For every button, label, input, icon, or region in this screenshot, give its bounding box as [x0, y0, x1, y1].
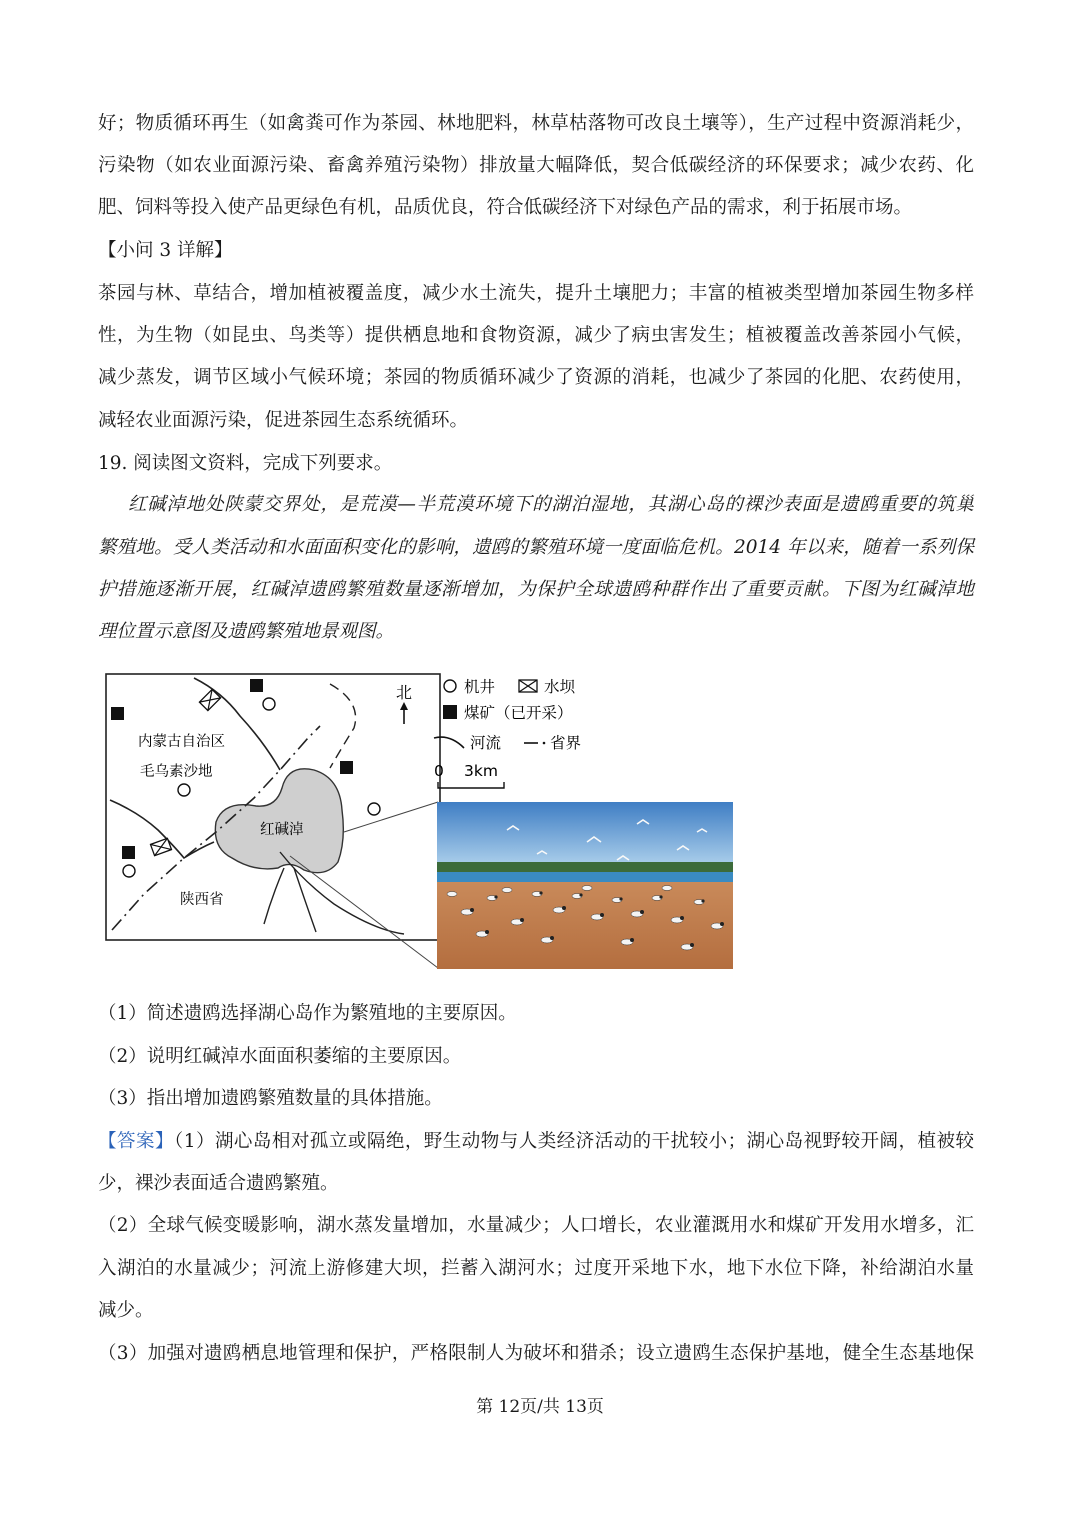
north-arrow-head-icon [400, 702, 408, 710]
answer-text: （1）湖心岛相对孤立或隔绝，野生动物与人类经济活动的干扰较小；湖心岛视野较开阔，植被较 [173, 1131, 974, 1152]
sub-question-3: （3）指出增加遗鸥繁殖数量的具体措施。 [98, 1088, 443, 1109]
mine-marker [250, 679, 263, 692]
answer-line-1 [98, 1130, 974, 1154]
label-inner-mongolia: 内蒙古自治区 [138, 734, 225, 750]
legend-mine-label: 煤矿（已开采） [464, 704, 573, 722]
material-line: 护措施逐渐开展，红碱淖遗鸥繁殖数量逐渐增加，为保护全球遗鸥种群作出了重要贡献。下图为红碱淖地 [98, 579, 974, 600]
sub-question-1: （1）简述遗鸥选择湖心岛作为繁殖地的主要原因。 [98, 1003, 517, 1024]
well-marker [123, 865, 135, 877]
label-shaanxi: 陕西省 [180, 892, 224, 908]
sub-question-2: （2）说明红碱淖水面面积萎缩的主要原因。 [98, 1046, 462, 1067]
material-line: 红碱淖地处陕蒙交界处，是荒漠—半荒漠环境下的湖泊湿地，其湖心岛的裸沙表面是遗鸥重要的筑巢 [128, 494, 974, 515]
river-4 [294, 868, 316, 932]
paragraph-line: 性，为生物（如昆虫、鸟类等）提供栖息地和食物资源，减少了病虫害发生；植被覆盖改善茶园小气候， [98, 325, 974, 346]
paragraph-line: 肥、饲料等投入使产品更绿色有机，品质优良，符合低碳经济下对绿色产品的需求，利于拓展市场。 [98, 197, 913, 218]
well-marker [368, 803, 380, 815]
legend-mine-icon [443, 705, 457, 719]
north-label: 北 [396, 683, 413, 702]
lake-shape [215, 769, 343, 873]
page-footer: 第 12页/共 13页 [476, 1397, 604, 1417]
label-mu-us: 毛乌素沙地 [140, 764, 213, 780]
answer-label: 【答案】 [98, 1131, 174, 1152]
mine-marker [122, 846, 135, 859]
answer-line: 减少。 [98, 1300, 154, 1321]
label-lake: 红碱淖 [260, 822, 304, 838]
legend-well-icon [444, 680, 456, 692]
mine-marker [340, 761, 353, 774]
dam-marker [150, 838, 171, 855]
well-marker [263, 698, 275, 710]
river-5 [264, 868, 284, 924]
connector-line [290, 856, 438, 968]
legend-river-icon [434, 737, 464, 748]
section-heading: 【小问 3 详解】 [98, 240, 233, 261]
legend-river-label: 河流 [470, 734, 502, 752]
legend-dam-icon [519, 680, 537, 692]
paragraph-line: 好；物质循环再生（如禽粪可作为茶园、林地肥料，林草枯落物可改良土壤等），生产过程中资源消耗少， [98, 113, 974, 134]
material-line: 理位置示意图及遗鸥繁殖地景观图。 [98, 621, 395, 642]
answer-line: （2）全球气候变暖影响，湖水蒸发量增加，水量减少；人口增长，农业灌溉用水和煤矿开发用水增多，汇 [98, 1215, 974, 1236]
connector-line [344, 802, 438, 832]
paragraph-line: 减少蒸发，调节区域小气候环境；茶园的物质循环减少了资源的消耗，也减少了茶园的化肥、农药使用， [98, 367, 974, 388]
answer-line: 入湖泊的水量减少；河流上游修建大坝，拦蓄入湖河水；过度开采地下水，地下水位下降，补给湖泊水量 [98, 1258, 974, 1279]
river-1 [194, 678, 280, 770]
scale-km: 3km [464, 762, 498, 780]
gull-breeding-photo [437, 802, 733, 969]
legend-border-label: 省界 [550, 734, 582, 752]
mine-marker [111, 707, 124, 720]
question-title: 19. 阅读图文资料，完成下列要求。 [98, 453, 393, 474]
paragraph-line: 茶园与林、草结合，增加植被覆盖度，减少水土流失，提升土壤肥力；丰富的植被类型增加茶园生物多样 [98, 283, 974, 304]
scale-bar [438, 782, 504, 788]
scale-zero: 0 [434, 762, 444, 780]
dashed-curve [330, 684, 356, 768]
answer-line: （3）加强对遗鸥栖息地管理和保护，严格限制人为破坏和猎杀；设立遗鸥生态保护基地，健全生态基地保 [98, 1343, 974, 1364]
paragraph-line: 污染物（如农业面源污染、畜禽养殖污染物）排放量大幅降低，契合低碳经济的环保要求；减少农药、化 [98, 155, 974, 176]
legend-well-label: 机井 [464, 678, 496, 696]
well-marker [178, 784, 190, 796]
answer-line: 少，裸沙表面适合遗鸥繁殖。 [98, 1173, 339, 1194]
material-line: 繁殖地。受人类活动和水面面积变化的影响，遗鸥的繁殖环境一度面临危机。2014 年以来，随着一系列保 [98, 537, 974, 558]
legend-dam-label: 水坝 [544, 678, 576, 696]
paragraph-line: 减轻农业面源污染，促进茶园生态系统循环。 [98, 410, 469, 431]
